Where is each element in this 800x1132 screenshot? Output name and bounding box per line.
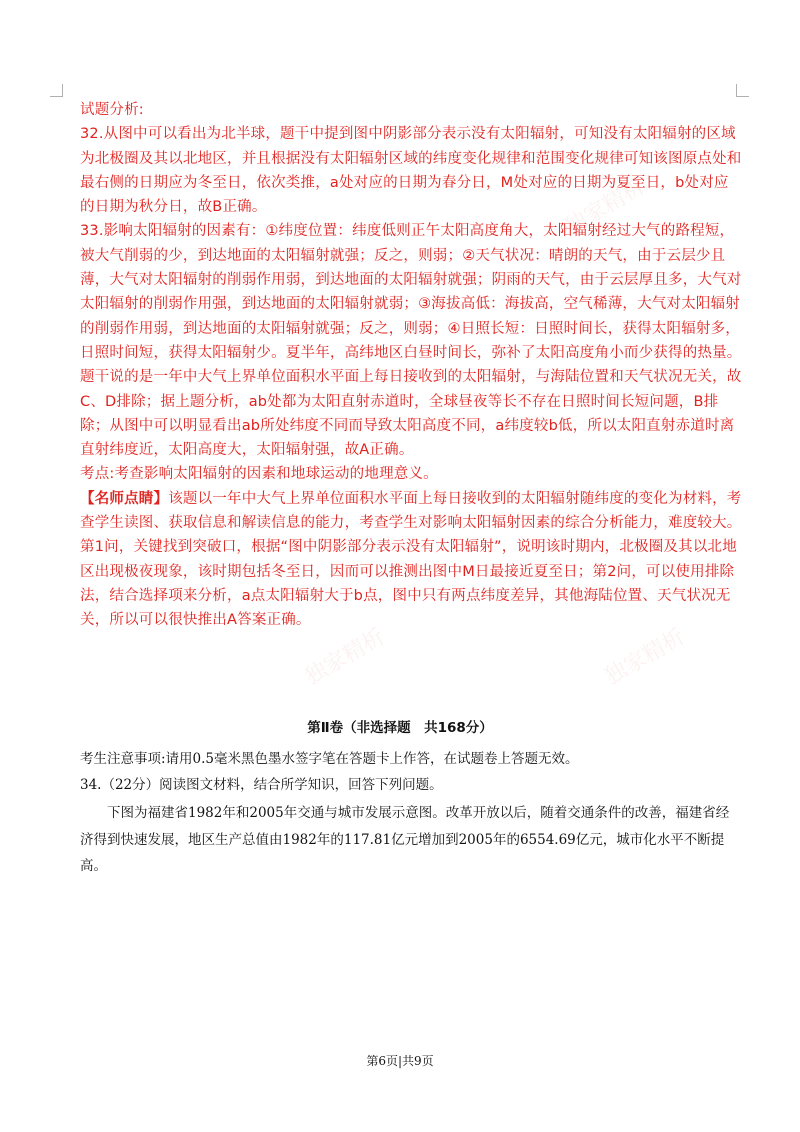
kaodian: 考点:考查影响太阳辐射的因素和地球运动的地理意义。 (80, 466, 438, 483)
answer-33: 33.影响太阳辐射的因素有：①纬度位置：纬度低则正午太阳高度角大，太阳辐射经过大气的路程短，被大气削弱的少，到达地面的太阳辐射就强；反之，则弱；②天气状况：晴朗的天气，由于云层少且薄，大气对太阳辐射的削弱作用弱，到达地面的太阳辐射就强；阴雨的天气，由于云层厚且多，大气对太阳辐射的削弱作用强，到达地面的太阳辐射就弱；③海拔高低：海拔高，空气稀薄，大气对太阳辐射的削弱作用弱，到达地面的太阳辐射就强；反之，则弱；④日照长短：日照时间长，获得太阳辐射多，日照时间短，获得太阳辐射少。夏半年，高纬地区白昼时间长，弥补了太阳高度角小而少获得的热量。题干说的是一年中大气上界单位面积水平面上每日接收到的太阳辐射，与海陆位置和天气状况无关，故C、D排除；据上题分析，ab处都为太阳直射赤道时，全球昼夜等长不存在日照时间长短问题，B排除；从图中可以明显看出ab所处纬度不同而导致太阳高度不同，a纬度较b低，所以太阳直射赤道时离直射纬度近，太阳高度大，太阳辐射强，故A正确。 (80, 223, 742, 459)
mingshi-tag: 【名师点睛】 (80, 490, 169, 507)
question-34: 34.（22分）阅读图文材料，结合所学知识，回答下列问题。 (80, 777, 443, 793)
answer-32: 32.从图中可以看出为北半球，题干中提到图中阴影部分表示没有太阳辐射，可知没有太阳辐射的区域为北极圈及其以北地区，并且根据没有太阳辐射区域的纬度变化规律和范围变化规律可知该图原点处和最右侧的日期应为冬至日，依次类推，a处对应的日期为春分日，M处对应的日期为夏至日，b处对应的日期为秋分日，故B正确。 (80, 126, 742, 216)
watermark: 独家精析 (600, 624, 690, 691)
watermark: 独家精析 (300, 624, 390, 691)
page-number: 第6页|共9页 (366, 1054, 434, 1068)
mingshi-text: 该题以一年中大气上界单位面积水平面上每日接收到的太阳辐射随纬度的变化为材料，考查学生读图、获取信息和解读信息的能力，考查学生对影响太阳辐射因素的综合分析能力，难度较大。第1问，关键找到突破口，根据“图中阴影部分表示没有太阳辐射”，说明该时期内，北极圈及其以北地区出现极夜现象，该时期包括冬至日，因而可以推测出图中M日最接近夏至日；第2问，可以使用排除法，结合选择项来分析，a点太阳辐射大于b点，图中只有两点纬度差异，其他海陆位置、天气状况无关，所以可以很快推出A答案正确。 (80, 490, 742, 629)
analysis-block (80, 98, 742, 633)
mingshi-dianjing (80, 487, 742, 633)
crop-mark-right (736, 84, 749, 97)
watermark: 独家精析 (560, 174, 650, 241)
question-passage: 下图为福建省1982年和2005年交通与城市发展示意图。改革开放以后，随着交通条件的改善，福建省经济得到快速发展，地区生产总值由1982年的117.81亿元增加到2005年的6554.69亿元，城市化水平不断提高。 (80, 805, 730, 874)
crop-mark-left (50, 84, 63, 97)
exam-notice: 考生注意事项:请用0.5毫米黑色墨水签字笔在答题卡上作答，在试题卷上答题无效。 (80, 751, 579, 767)
section-title: 第Ⅱ卷（非选择题 共168分） (307, 720, 493, 736)
analysis-heading: 试题分析: (80, 102, 144, 118)
